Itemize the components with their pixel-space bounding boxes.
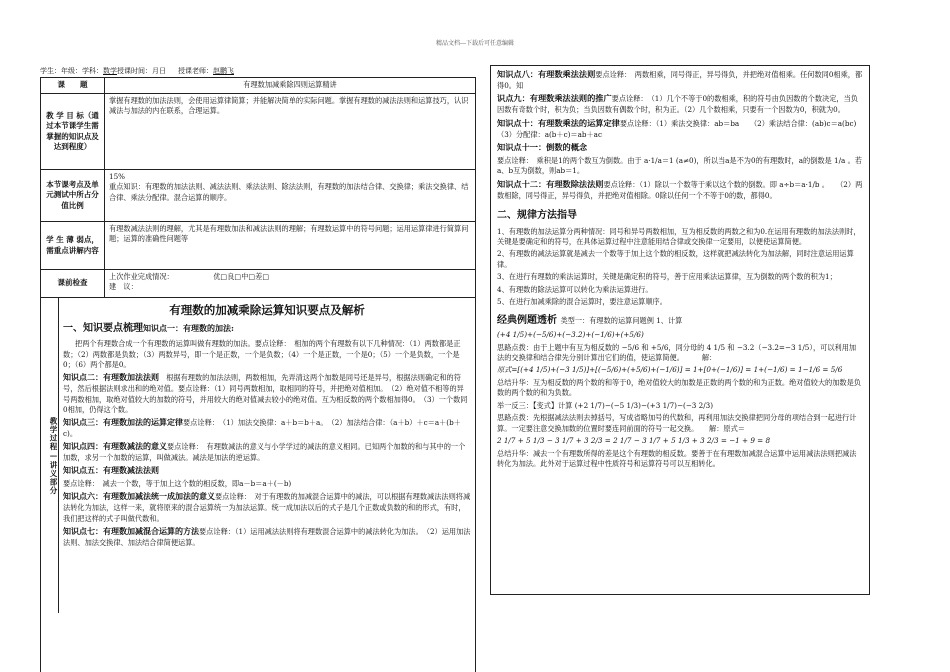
kp12: 知识点十二：有理数除法法则要点诠释：（1）除以一个数等于乘以这个数的倒数。即 a÷b＝a·1/b 。 （2）两数相除，同号得正，异号得负，并把绝对值相除。0除以任何一个不等于0的数，都得0。 — [497, 178, 863, 200]
example-analysis: 思路点拨：由于上题中有互为相反数的 −5/6 和 +5/6，同分母的 4 1/5 和 −3.2（−3.2=−3 1/5），可以利用加法的交换律和结合律先分别计算出它们的值，使运算简便。 解： — [497, 342, 857, 363]
exam-points-value — [105, 170, 475, 221]
lecture-title: 有理数的加减乘除运算知识要点及解析 — [169, 303, 365, 317]
kp5-title: 知识点五：有理数减法法则 — [63, 465, 159, 476]
row-precheck — [41, 270, 475, 298]
variant-hint: 思路点拨：先根据减法法则去掉括号，写成省略加号的代数和，再利用加法交换律把同分母的项结合到一起进行计算。一定要注意交换加数的位置时要连同前面的符号一起交换。 解：原式＝ — [497, 413, 857, 433]
variant-question: 举一反三：【变式】计算 (+2 1/7)−(−5 1/3)−(+3 1/7)−(−3 2/3) — [497, 400, 714, 410]
kp11-text: 要点诠释： 乘积是1的两个数互为倒数。由于 a·1/a＝1 (a≠0)，所以当a是不为0的有理数时，a的倒数是 1/a 。若a、b互为倒数，则ab＝1。 — [497, 155, 862, 176]
section-1-title: 一、知识要点梳理知识点一：有理数的加法: — [63, 322, 234, 334]
lecture-content — [59, 298, 475, 613]
lesson-table — [40, 77, 476, 672]
lesson-info — [40, 66, 234, 76]
example-solution: 原式=[(+4 1/5)+(−3 1/5)]+[(−5/6)+(+5/6)+(−1/6)] = 1+[0+(−1/6)] = 1+(−1/6) = 1−1/6 = 5/6 — [497, 365, 843, 375]
kp7: 知识点七：有理数加减混合运算的方法要点诠释：（1）运用减法法则将有理数混合运算中的减法转化为加法。 （2）运用加法法则、加法交换律、加法结合律简便运算。 — [63, 525, 471, 547]
law-item: 2、有理数的减法运算就是减去一个数等于加上这个数的相反数，这样就把减法转化为加法解，同时注意运用运算律。 — [497, 249, 854, 269]
row-exam-points — [41, 170, 475, 222]
suggestion-label: 建 议： — [109, 282, 138, 292]
process-section — [41, 298, 475, 613]
rating-options[interactable]: 优□良□中□差□ — [213, 272, 270, 281]
key-knowledge: 重点知识：有理数的加法法则、减法法则、乘法法则、除法法则，有理数的加法结合律、交换律；乘法交换律、结合律、乘法分配律。混合运算的顺序。 — [109, 182, 469, 202]
law-item: 5、在进行加减乘除的混合运算时，要注意运算顺序。 — [497, 297, 667, 307]
teacher-label: 授课老师： — [178, 67, 213, 75]
teacher-value: 赵鹏飞 — [213, 67, 234, 75]
kp8: 知识点八：有理数乘法法则要点诠释： 两数相乘，同号得正，异号得负，并把绝对值相乘。任何数同0相乘，都得0。知 — [497, 69, 863, 90]
law-title: 二、规律方法指导 — [497, 210, 577, 222]
grade-label: 年级： — [61, 67, 82, 75]
law-item: 1、有理数的加法运算分两种情况：同号和异号两数相加，互为相反数的两数之和为0.在运用有理数的加法法则时，关键是要确定和的符号，在具体运算过程中注意能用结合律或交换律一定要用，以便使运算简便。 — [497, 226, 861, 247]
subject-value: 数学 — [103, 67, 117, 75]
date-value: 月日 — [152, 67, 166, 75]
student-label: 学生： — [40, 67, 61, 75]
kp6: 知识点六：有理数加减法统一成加法的意义要点诠释： 对于有理数的加减混合运算中的减法，可以根据有理数减法法则将减法转化为加法，这样一来，就将原来的混合运算统一为加法运算。统一成加法以后的式子是几个正数或负数的和的形式，有时，我们把这样的式子叫做代数和。 — [63, 491, 471, 523]
row-topic — [41, 78, 475, 94]
row-label: 课 题 — [41, 78, 105, 93]
row-label: 学 生 薄 弱点，需重点讲解内容 — [41, 222, 105, 269]
process-label: 教学过程—讲义部分 — [41, 298, 59, 613]
time-label: 授课时间： — [117, 67, 152, 75]
row-label: 教 学 目 标（通过本节课学生需掌握的知识点及达到程度） — [41, 94, 105, 169]
right-column — [490, 65, 870, 595]
kp11-title: 知识点十一：倒数的概念 — [497, 141, 588, 152]
watermark: 精品文档---下载后可任意编辑 — [435, 40, 515, 47]
subject-label: 学科： — [82, 67, 103, 75]
example-formula: (+4 1/5)+(−5/6)+(−3.2)+(−1/6)+(+5/6) — [497, 330, 644, 340]
row-objectives — [41, 94, 475, 170]
row-label: 本节课考点及单元测试中所占分值比例 — [41, 170, 105, 221]
kp2: 知识点二：有理数加法法则 根据有理数的加法法则，两数相加，先弄清这两个加数是同号还是异号，根据法则确定和的符号，然后根据法则求出和的绝对值。要点诠释：（1）同号两数相加，取相同的符号，并把绝对值相加。 （2）绝对值不相等的异号两数相加，取绝对值较大的加数的符号，并用较大的绝对值减去较小的绝对值。互为相反数的两个数相加得0。 （3）一个数同0相加，仍得这个数。 — [63, 372, 468, 414]
row-weak-points — [41, 222, 475, 270]
score-percent: 15% — [109, 172, 125, 181]
example-title: 经典例题透析 类型一：有理数的运算问题例 1、计算 — [497, 314, 683, 326]
kp4: 知识点四：有理数减法的意义要点诠释： 有理数减法的意义与小学学过的减法的意义相同。已知两个加数的和与其中的一个加数，求另一个加数的运算，叫做减法。减法是加法的逆运算。 — [63, 441, 466, 463]
weak-points-value: 有理数减法法则的理解，尤其是有理数加法和减法法则的理解；有理数运算中的符号问题；运用运算律进行简算问题；运算的准确性问题等 — [109, 224, 469, 244]
homework-label: 上次作业完成情况： — [109, 272, 171, 281]
kp1-text: 把两个有理数合成一个有理数的运算叫做有理数的加法。要点诠释： 相加的两个有理数有以下几种情况：（1）两数都是正数；（2）两数都是负数；（3）两数异号，即一个是正数，一个是负数；（4）一个是正数，一个是0；（5）一个是负数，一个是0；（6）两个都是0。 — [63, 339, 461, 370]
kp5-text: 要点诠释： 减去一个数，等于加上这个数的相反数，即a－b＝a＋(－b) — [63, 479, 292, 489]
kp3: 知识点三：有理数加法的运算定律要点诠释： （1）加法交换律：a＋b＝b＋a。 （2）加法结合律：（a＋b）＋c＝a＋(b＋c)。 — [63, 417, 461, 438]
variant-solution: 2 1/7 + 5 1/3 − 3 1/7 + 3 2/3 = 2 1/7 − 3 1/7 + 5 1/3 + 3 2/3 = −1 + 9 = 8 — [497, 436, 771, 446]
row-label: 课前检查 — [41, 270, 105, 297]
law-item: 4、有理数的除法运算可以转化为乘法运算进行。 — [497, 284, 653, 294]
example-summary: 总结升华：互为相反数的两个数的和等于0，绝对值较大的加数是正数的两个数的和为正数。绝对值较大的加数是负数的两个数的和为负数。 — [497, 377, 861, 398]
precheck-value — [105, 270, 475, 297]
topic-value: 有理数加减乘除四则运算精讲 — [243, 80, 337, 89]
objectives-value: 掌握有理数的加法法则，会使用运算律简算；并能解决简单的实际问题。掌握有理数的减法法则和运算技巧，认识减法与加法的内在联系，合理运算。 — [109, 96, 469, 116]
law-item: 3、在进行有理数的乘法运算时，关键是确定积的符号，善于应用乘法运算律，互为倒数的两个数的积为1； — [497, 272, 837, 282]
variant-summary: 总结升华：减去一个有理数所得的差是这个有理数的相反数。要善于在有理数加减混合运算中运用减法法则把减法转化为加法。此外对于运算过程中性质符号和运算符号可以互相转化。 — [497, 448, 857, 468]
kp10: 知识点十：有理数乘法的运算定律要点诠释：（1）乘法交换律：ab＝ba （2）乘法结合律：(ab)c＝a(bc) （3）分配律：a(b＋c)＝ab＋ac — [497, 117, 871, 139]
kp9: 识点九：有理数乘法法则的推广要点诠释： （1）几个不等于0的数相乘，积的符号由负因数的个数决定，当负因数有奇数个时，积为负；当负因数有偶数个时，积为正。（2）几个数相乘，只要有一个因数为0，积就为0。 — [497, 93, 858, 115]
